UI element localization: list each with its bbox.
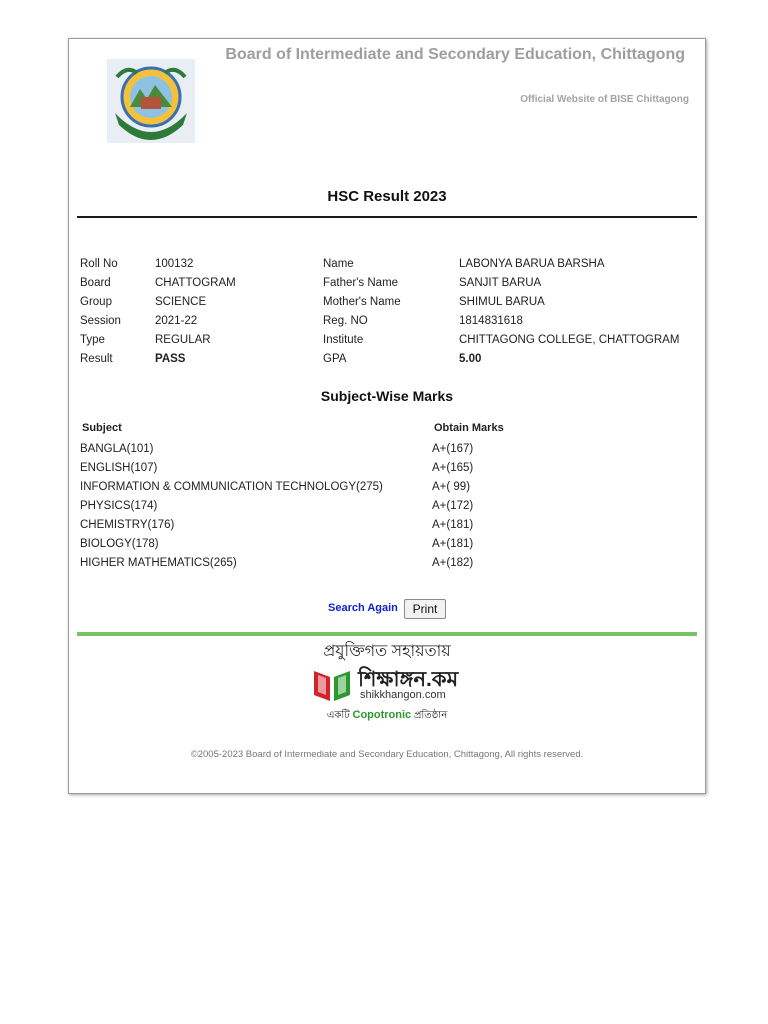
info-value: CHATTOGRAM <box>155 277 236 289</box>
info-value: 1814831618 <box>459 315 523 327</box>
subject-name: BIOLOGY(178) <box>80 538 159 550</box>
info-value: 2021-22 <box>155 315 198 327</box>
subject-grade: A+(182) <box>432 557 474 569</box>
brand-name-bangla: শিক্ষাঙ্গন.কম <box>358 668 459 691</box>
partner-name: Copotronic <box>352 709 412 721</box>
info-value: LABONYA BARUA BARSHA <box>459 258 605 270</box>
info-value: SCIENCE <box>155 296 207 308</box>
info-value: CHITTAGONG COLLEGE, CHATTOGRAM <box>459 334 680 346</box>
subject-name: INFORMATION & COMMUNICATION TECHNOLOGY(275) <box>80 481 383 493</box>
partner-credit <box>69 708 705 725</box>
info-label: Name <box>323 258 354 270</box>
subject-grade: A+(167) <box>432 443 474 455</box>
subject-name: HIGHER MATHEMATICS(265) <box>80 557 237 569</box>
board-logo-icon <box>107 59 195 143</box>
gpa-value: 5.00 <box>459 353 482 365</box>
subject-name: CHEMISTRY(176) <box>80 519 175 531</box>
subject-name: ENGLISH(107) <box>80 462 158 474</box>
info-label: Group <box>80 296 112 308</box>
header-title: Board of Intermediate and Secondary Education, Chittagong <box>225 46 685 63</box>
info-value: SANJIT BARUA <box>459 277 542 289</box>
info-value: REGULAR <box>155 334 211 346</box>
subject-grade: A+(165) <box>432 462 474 474</box>
partner-suffix: প্রতিষ্ঠান <box>413 710 448 721</box>
info-label: GPA <box>323 353 347 365</box>
info-label: Type <box>80 334 105 346</box>
subject-grade: A+(181) <box>432 519 474 531</box>
info-value: 100132 <box>155 258 194 270</box>
info-label: Father's Name <box>323 277 399 289</box>
technical-support-label: প্রযুক্তিগত সহায়তায় <box>323 643 451 660</box>
column-header-marks: Obtain Marks <box>434 422 504 434</box>
page-title: HSC Result 2023 <box>327 188 447 205</box>
result-status: PASS <box>155 353 186 365</box>
header-subtitle: Official Website of BISE Chittagong <box>520 94 689 105</box>
subject-grade: A+( 99) <box>432 481 471 493</box>
marks-section-title: Subject-Wise Marks <box>320 388 454 404</box>
info-label: Reg. NO <box>323 315 368 327</box>
shikkhangon-brand[interactable] <box>312 663 472 703</box>
info-label: Mother's Name <box>323 296 401 308</box>
subject-name: PHYSICS(174) <box>80 500 158 512</box>
board-logo-emblem <box>107 59 195 143</box>
footer-divider <box>77 632 697 636</box>
info-value: SHIMUL BARUA <box>459 296 545 308</box>
brand-domain: shikkhangon.com <box>360 689 446 701</box>
partner-prefix: একটি <box>326 710 350 721</box>
subject-grade: A+(181) <box>432 538 474 550</box>
info-label: Session <box>80 315 121 327</box>
book-logo-icon <box>312 665 352 703</box>
info-label: Board <box>80 277 111 289</box>
info-label: Result <box>80 353 113 365</box>
info-label: Roll No <box>80 258 118 270</box>
info-label: Institute <box>323 334 364 346</box>
subject-grade: A+(172) <box>432 500 474 512</box>
print-button[interactable]: Print <box>404 599 446 619</box>
search-again-link[interactable]: Search Again <box>328 602 398 614</box>
title-divider <box>77 216 697 218</box>
result-card <box>68 38 706 794</box>
copyright-text: ©2005-2023 Board of Intermediate and Secondary Education, Chittagong, All rights reserved. <box>190 749 584 760</box>
subject-name: BANGLA(101) <box>80 443 154 455</box>
column-header-subject: Subject <box>82 422 122 434</box>
